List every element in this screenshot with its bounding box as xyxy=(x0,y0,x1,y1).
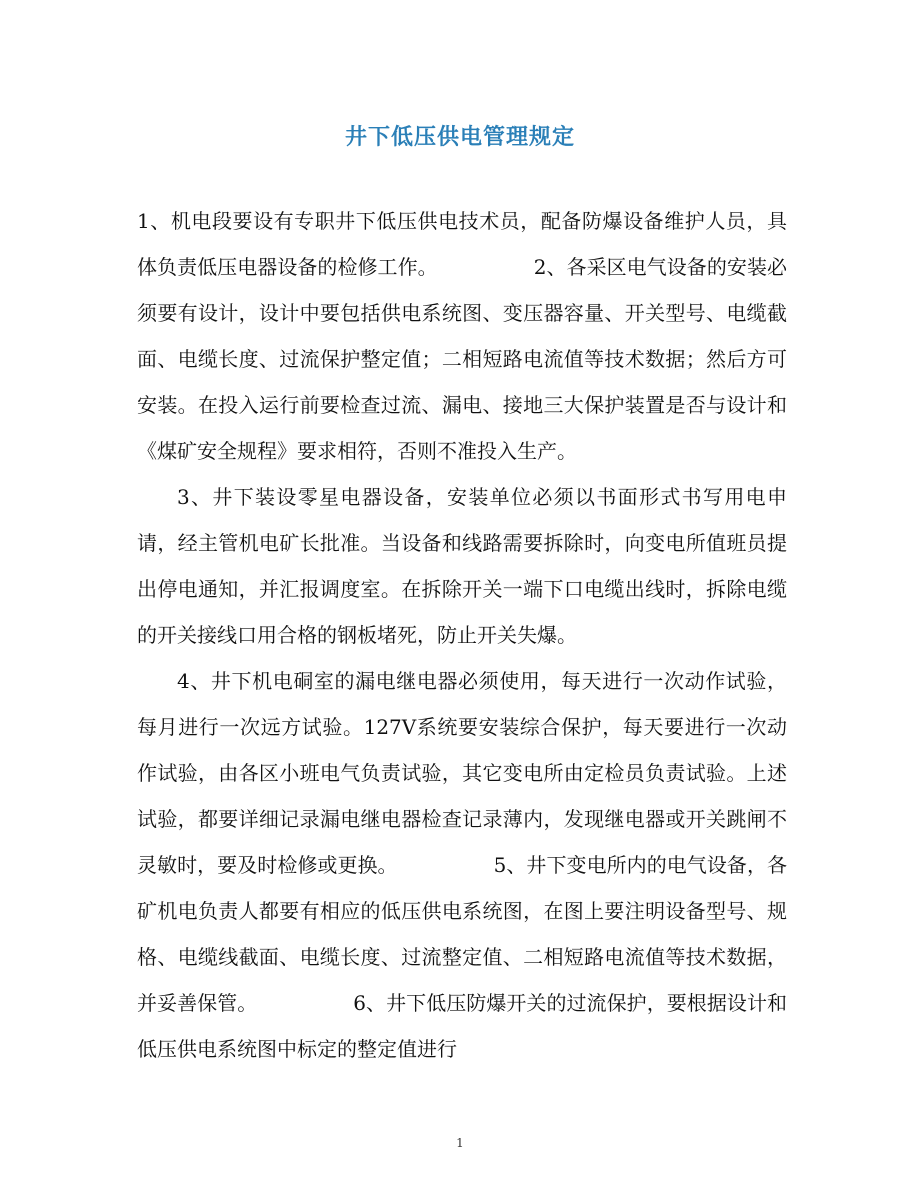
clause-5: 5、井下变电所内的电气设备，各矿机电负责人都要有相应的低压供电系统图，在图上要注明设备型号、规格、电缆线截面、电缆长度、过流整定值、二相短路电流值等技术数据，并妥善保管。 xyxy=(137,853,787,1015)
paragraph-2 xyxy=(137,474,787,658)
document-body xyxy=(137,198,787,1072)
paragraph-1 xyxy=(137,198,787,474)
page-number: 1 xyxy=(456,1136,464,1150)
paragraph-3 xyxy=(137,658,787,1072)
clause-3: 3、井下装设零星电器设备，安装单位必须以书面形式书写用电申请，经主管机电矿长批准。当设备和线路需要拆除时，向变电所值班员提出停电通知，并汇报调度室。在拆除开关一端下口电缆出线时，拆除电缆的开关接线口用合格的钢板堵死，防止开关失爆。 xyxy=(137,485,787,647)
clause-6: 6、井下低压防爆开关的过流保护，要根据设计和低压供电系统图中标定的整定值进行 xyxy=(137,991,787,1061)
document-title: 井下低压供电管理规定 xyxy=(344,125,575,150)
clause-4: 4、井下机电硐室的漏电继电器必须使用，每天进行一次动作试验，每月进行一次远方试验。127V系统要安装综合保护，每天要进行一次动作试验，由各区小班电气负责试验，其它变电所由定检员负责试验。上述试验，都要详细记录漏电继电器检查记录薄内，发现继电器或开关跳闸不灵敏时，要及时检修或更换。 xyxy=(137,669,787,877)
clause-2: 2、各采区电气设备的安装必须要有设计，设计中要包括供电系统图、变压器容量、开关型号、电缆截面、电缆长度、过流保护整定值；二相短路电流值等技术数据；然后方可安装。在投入运行前要检查过流、漏电、接地三大保护装置是否与设计和《煤矿安全规程》要求相符，否则不准投入生产。 xyxy=(137,255,787,463)
clause-1: 1、机电段要设有专职井下低压供电技术员，配备防爆设备维护人员，具体负责低压电器设备的检修工作。 xyxy=(137,209,787,279)
